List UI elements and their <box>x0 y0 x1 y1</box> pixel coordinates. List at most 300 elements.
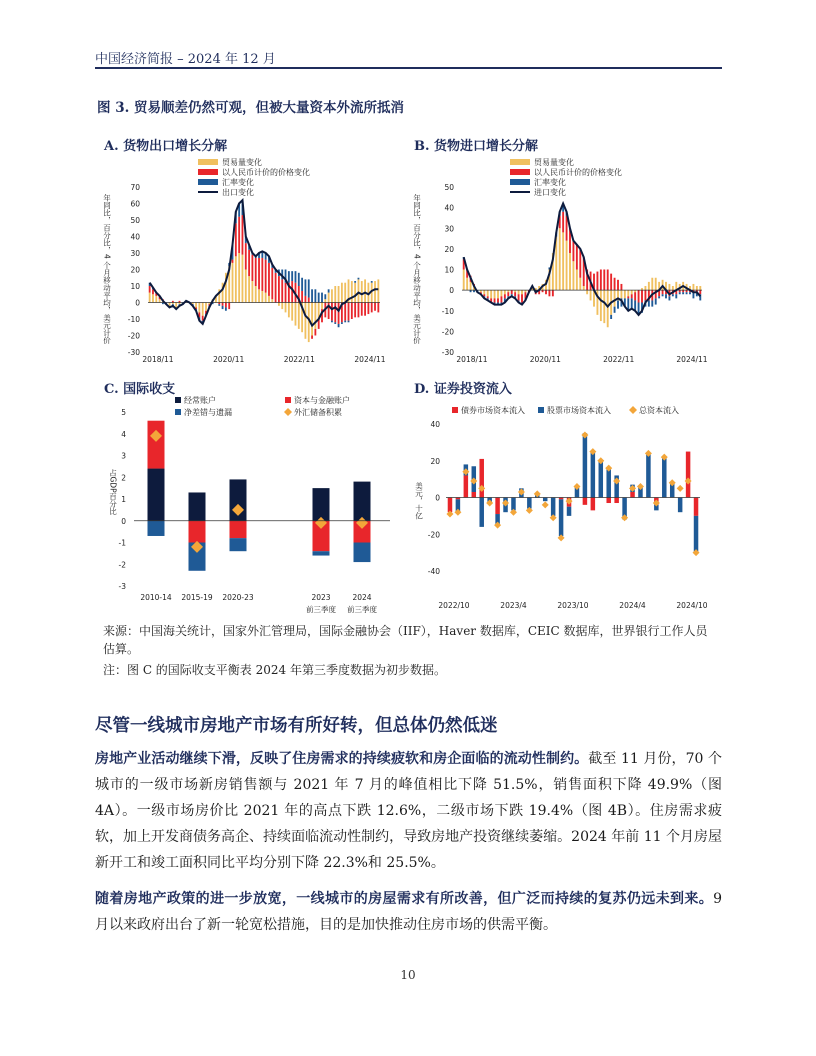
total-inflow-marker <box>581 432 588 439</box>
x-tick-label: 2020-23 <box>222 593 254 602</box>
bar-volume <box>500 290 502 296</box>
bar-fx <box>679 292 681 294</box>
bar-fx <box>358 278 360 280</box>
bar-volume <box>648 282 650 290</box>
paragraph-2-lead: 随着房地产政策的进一步放宽，一线城市的房屋需求有所改善，但广泛而持续的复苏仍远未到来。 <box>95 891 714 907</box>
bar-fx <box>341 322 343 324</box>
bar-fx <box>225 307 227 310</box>
bar-fx <box>686 292 688 294</box>
total-inflow-marker <box>446 511 453 518</box>
bar-errors-omissions <box>354 543 371 563</box>
total-inflow-marker <box>502 500 509 507</box>
legend-label: 股票市场资本流入 <box>547 406 611 415</box>
panel-d <box>410 374 720 619</box>
bar-price <box>367 303 369 315</box>
bar-volume <box>324 299 326 302</box>
bar-price <box>265 260 267 293</box>
bar-volume <box>268 296 270 303</box>
bar-bonds <box>694 498 699 516</box>
bar-volume <box>334 286 336 303</box>
bar-volume <box>586 290 588 294</box>
bar-fx <box>305 279 307 296</box>
bar-price <box>331 303 333 321</box>
y-tick-label: 40 <box>130 232 140 242</box>
figure-title: 图 3. 贸易顺差仍然可观，但被大量资本外流所抵消 <box>97 100 404 116</box>
bar-price <box>620 284 622 290</box>
bar-fx <box>665 294 667 298</box>
bar-price <box>225 303 227 308</box>
y-tick-label: 0 <box>135 298 140 308</box>
paragraph-2-body: 9 月以来政府出台了新一轮宽松措施，目的是加快推动住房市场的供需平衡。 <box>95 891 722 933</box>
bar-fx <box>610 315 612 319</box>
bar-fx <box>334 322 336 324</box>
bar-volume <box>255 286 257 303</box>
bar-volume <box>572 261 574 290</box>
y-tick-label: 20 <box>430 456 440 466</box>
bar-volume <box>235 256 237 302</box>
bar-price <box>614 278 616 290</box>
x-tick-label: 2024 <box>352 593 372 602</box>
legend-label: 以人民币计价的价格变化 <box>534 168 622 177</box>
y-tick-label: 30 <box>130 249 140 258</box>
legend-label: 汇率变化 <box>534 178 566 187</box>
y-tick-label: 10 <box>444 265 454 275</box>
bar-errors-omissions <box>230 538 247 551</box>
bar-volume <box>361 281 363 302</box>
bar-price <box>271 268 273 299</box>
bar-errors-omissions <box>313 551 330 555</box>
x-tick-label: 2024/10 <box>676 601 708 610</box>
y-axis-label: 年同比，百分比，4 个月移动平均，美元计价 <box>102 194 112 344</box>
bar-volume <box>579 278 581 290</box>
export-growth-chart <box>100 132 400 372</box>
bar-price <box>308 298 310 303</box>
bar-price <box>644 290 646 300</box>
bar-fx <box>301 278 303 291</box>
bar-volume <box>583 286 585 290</box>
y-tick-label: -3 <box>118 582 126 591</box>
legend-label: 经常账户 <box>184 396 216 405</box>
bar-volume <box>566 241 568 291</box>
bar-volume <box>278 303 280 306</box>
total-inflow-marker <box>613 477 620 484</box>
bar-price <box>662 290 664 294</box>
bar-price <box>596 272 598 291</box>
total-inflow-marker <box>629 485 636 492</box>
y-tick-label: 70 <box>130 183 140 192</box>
bar-price <box>358 303 360 318</box>
bar-bonds <box>495 498 500 515</box>
bar-volume <box>281 303 283 310</box>
bar-price <box>507 292 509 296</box>
bar-price <box>348 303 350 321</box>
y-tick-label: 20 <box>444 244 454 254</box>
bar-volume <box>590 290 592 300</box>
bar-volume <box>504 290 506 294</box>
bar-volume <box>374 281 376 302</box>
bar-fx <box>291 271 293 281</box>
panel-c <box>100 374 400 619</box>
bar-fx <box>311 289 313 302</box>
y-axis-label: 占GDP百分比 <box>108 469 118 516</box>
x-tick-label: 2022/11 <box>283 355 315 364</box>
bar-volume <box>341 283 343 303</box>
total-change-line <box>150 200 379 325</box>
bar-price <box>603 270 605 291</box>
bar-fx <box>651 300 653 306</box>
total-inflow-marker <box>470 477 477 484</box>
bar-fx <box>348 321 350 323</box>
bar-fx <box>617 300 619 308</box>
bar-price <box>377 303 379 313</box>
total-inflow-marker <box>486 500 493 507</box>
bar-bonds <box>591 498 596 511</box>
total-inflow-marker <box>605 465 612 472</box>
bar-price <box>610 274 612 291</box>
bar-price <box>600 270 602 291</box>
bar-stocks <box>591 452 596 498</box>
bar-volume <box>696 286 698 290</box>
y-tick-label: 20 <box>130 265 140 275</box>
bar-volume <box>463 270 465 291</box>
bar-volume <box>265 293 267 303</box>
bar-bonds <box>472 492 477 498</box>
y-tick-label: -2 <box>118 560 126 570</box>
bar-price <box>248 250 250 276</box>
bar-fx <box>668 296 670 300</box>
y-tick-label: 4 <box>121 429 126 439</box>
bar-price <box>371 303 373 313</box>
bar-fx <box>338 324 340 327</box>
bar-price <box>638 290 640 302</box>
x-tick-label: 2023/10 <box>557 601 589 610</box>
bar-volume <box>607 290 609 327</box>
bar-volume <box>354 283 356 303</box>
panel-b-title: B. 货物进口增长分解 <box>414 139 539 154</box>
x-tick-label: 2022/10 <box>438 601 470 610</box>
bar-volume <box>331 289 333 302</box>
bar-bonds <box>583 498 588 505</box>
bar-fx <box>295 271 297 283</box>
bar-volume <box>328 293 330 303</box>
bar-bonds <box>614 498 619 504</box>
bar-price <box>627 296 629 298</box>
y-tick-label: 0 <box>435 493 440 503</box>
bar-volume <box>494 290 496 298</box>
x-tick-label: 2024/11 <box>354 355 386 364</box>
total-inflow-marker <box>558 534 565 541</box>
y-tick-label: -20 <box>441 327 454 337</box>
bar-current-account <box>189 492 206 520</box>
bar-price <box>617 280 619 290</box>
bar-volume <box>576 270 578 291</box>
legend-swatch <box>175 409 181 415</box>
x-tick-label: 2018/11 <box>142 355 174 364</box>
bar-volume <box>497 290 499 298</box>
bar-fx <box>222 306 224 309</box>
bar-volume <box>311 303 313 336</box>
y-tick-label: -40 <box>427 567 440 576</box>
portfolio-inflows-chart <box>410 374 720 619</box>
x-tick-label: 前三季度 <box>347 605 377 614</box>
legend-swatch <box>452 407 458 413</box>
x-tick-label: 2024/4 <box>619 601 646 610</box>
bar-fx <box>662 294 664 296</box>
bar-volume <box>627 290 629 296</box>
bar-price <box>222 303 224 306</box>
bar-price <box>149 286 151 293</box>
bar-price <box>631 294 633 298</box>
bar-errors-omissions <box>148 521 165 536</box>
bar-volume <box>470 282 472 290</box>
bar-stocks <box>599 461 604 498</box>
bar-price <box>374 303 376 311</box>
legend-label: 贸易量变化 <box>222 158 262 167</box>
bar-volume <box>258 289 260 302</box>
x-tick-label: 2020/11 <box>529 355 561 364</box>
bar-volume <box>314 303 316 329</box>
bar-volume <box>159 299 161 302</box>
bar-capital-financial <box>230 521 247 538</box>
y-tick-label: 0 <box>121 516 126 526</box>
y-tick-label: -1 <box>118 538 126 548</box>
total-inflow-marker <box>454 509 461 516</box>
bar-volume <box>600 290 602 321</box>
bar-fx <box>344 321 346 323</box>
bar-price <box>607 270 609 291</box>
bar-price <box>576 245 578 270</box>
y-axis-label: 美元，十亿 <box>414 482 424 520</box>
bar-price <box>487 296 489 298</box>
x-tick-label: 2023 <box>311 593 331 602</box>
bar-volume <box>631 290 633 294</box>
bar-volume <box>351 281 353 302</box>
bar-stocks <box>678 498 683 513</box>
bar-price <box>518 294 520 300</box>
bar-price <box>255 258 257 286</box>
legend-swatch <box>198 159 218 165</box>
y-tick-label: -10 <box>127 315 140 324</box>
legend-label: 贸易量变化 <box>534 158 574 167</box>
y-tick-label: 5 <box>121 408 126 417</box>
y-tick-label: -30 <box>441 348 454 357</box>
bar-price <box>354 303 356 318</box>
bar-volume <box>248 276 250 302</box>
legend-swatch <box>629 406 637 414</box>
legend-swatch <box>510 179 530 185</box>
bar-price <box>305 296 307 303</box>
panel-c-title: C. 国际收支 <box>104 382 176 397</box>
bar-volume <box>288 303 290 318</box>
legend-label: 以人民币计价的价格变化 <box>222 168 310 177</box>
bar-fx <box>298 273 300 286</box>
bar-volume <box>358 279 360 302</box>
y-tick-label: 40 <box>430 420 440 429</box>
bar-bonds <box>606 498 611 504</box>
legend-swatch <box>284 408 292 416</box>
bar-capital-financial <box>189 521 206 543</box>
y-tick-label: 50 <box>444 183 454 192</box>
bar-price <box>364 303 366 316</box>
bar-volume <box>487 290 489 296</box>
bar-fx <box>371 281 373 283</box>
bar-price <box>699 290 701 294</box>
bar-price <box>497 298 499 302</box>
y-tick-label: 1 <box>121 495 126 504</box>
bar-price <box>500 296 502 302</box>
x-tick-label: 2022/11 <box>603 355 635 364</box>
bar-volume <box>562 232 564 290</box>
bar-price <box>232 260 234 263</box>
bar-volume <box>569 253 571 290</box>
paragraph-1-body: 截至 11 月份，70 个城市的一级市场新房销售额与 2021 年 7 月的峰值相比下降 51.5%，销售面积下降 49.9%（图 4A）。一级市场房价比 2021 年的高点下跌 12.6%，二级市场下跌 19.4%（图 4B）。住房需求疲软，加上开发商债务高企、持续面临流动性制约，导致房地产投资继续萎缩。2024 年前 11 个月房屋新开工和竣工面积同比平均分别下降 22.3%和 25.5%。 <box>95 751 723 871</box>
bar-fx <box>321 293 323 303</box>
bar-price <box>314 329 316 336</box>
total-inflow-marker <box>637 483 644 490</box>
y-tick-label: -30 <box>127 348 140 357</box>
bar-price <box>275 273 277 303</box>
bar-price <box>579 249 581 278</box>
bar-fx <box>614 307 616 313</box>
bar-stocks <box>583 433 588 497</box>
bar-volume <box>271 299 273 302</box>
bar-volume <box>651 278 653 290</box>
legend-label: 出口变化 <box>222 188 254 197</box>
bar-volume <box>490 290 492 298</box>
bar-fx <box>288 271 290 283</box>
report-header: 中国经济简报 – 2024 年 12 月 <box>95 52 276 67</box>
x-tick-label: 2010-14 <box>140 593 172 602</box>
bar-volume <box>344 283 346 303</box>
panel-b <box>410 132 720 372</box>
bar-fx <box>682 292 684 294</box>
bar-current-account <box>354 482 371 521</box>
bar-stocks <box>646 453 651 497</box>
x-tick-label: 2020/11 <box>213 355 245 364</box>
total-change-line <box>464 204 701 315</box>
legend-label: 债券市场资本流入 <box>461 406 525 415</box>
bar-volume <box>295 303 297 326</box>
panel-d-title: D. 证券投资流入 <box>414 382 512 397</box>
bar-volume <box>668 284 670 290</box>
paragraph-1-lead: 房地产业活动继续下滑，反映了住房需求的持续疲软和房企面临的流动性制约。 <box>95 751 589 767</box>
bar-volume <box>152 294 154 302</box>
legend-label: 外汇储备积累 <box>294 408 342 417</box>
bar-volume <box>198 303 200 313</box>
y-tick-label: -10 <box>441 306 454 316</box>
total-inflow-marker <box>542 501 549 508</box>
total-inflow-marker <box>550 514 557 521</box>
total-inflow-marker <box>669 479 676 486</box>
bar-price <box>494 298 496 302</box>
bar-fx <box>308 279 310 297</box>
bar-stocks <box>559 499 564 536</box>
bar-stocks <box>543 498 548 502</box>
legend-label: 汇率变化 <box>222 178 254 187</box>
bar-fx <box>634 300 636 310</box>
bar-volume <box>483 290 485 294</box>
figure-note: 注：图 C 的国际收支平衡表 2024 年第三季度数据为初步数据。 <box>103 663 446 677</box>
bar-volume <box>242 255 244 303</box>
bar-volume <box>466 278 468 290</box>
bar-volume <box>205 303 207 311</box>
bar-volume <box>364 279 366 302</box>
bar-stocks <box>479 498 484 527</box>
balance-of-payments-chart <box>100 374 400 619</box>
y-tick-label: -20 <box>427 530 440 540</box>
legend-swatch <box>198 169 218 175</box>
bar-price <box>285 283 287 303</box>
bar-fx <box>672 294 674 296</box>
bar-bonds <box>686 452 691 498</box>
bar-stocks <box>694 516 699 553</box>
legend-swatch <box>285 397 291 403</box>
x-tick-label: 2024/11 <box>676 355 708 364</box>
bar-volume <box>521 290 523 294</box>
bar-price <box>545 290 547 294</box>
bar-stocks <box>511 498 516 511</box>
x-tick-label: 2023/4 <box>500 601 527 610</box>
bar-price <box>514 292 516 296</box>
bar-volume <box>232 263 234 303</box>
bar-fx <box>318 293 320 303</box>
total-inflow-marker <box>573 483 580 490</box>
bar-current-account <box>313 488 330 521</box>
bar-price <box>361 303 363 316</box>
bar-volume <box>644 286 646 290</box>
bar-price <box>504 294 506 298</box>
bar-volume <box>321 303 323 310</box>
bar-capital-financial <box>148 421 165 469</box>
x-tick-label: 2018/11 <box>456 355 488 364</box>
bar-volume <box>175 303 177 308</box>
y-tick-label: -20 <box>127 331 140 341</box>
bar-price <box>251 255 253 281</box>
bar-price <box>548 290 550 296</box>
total-inflow-marker <box>526 507 533 514</box>
total-inflow-marker <box>645 450 652 457</box>
total-inflow-marker <box>494 522 501 529</box>
figure-source: 来源：中国海关统计，国家外汇管理局，国际金融协会（IIF），Haver 数据库，CEIC 数据库，世界银行工作人员估算。 <box>103 624 708 656</box>
bar-volume <box>338 286 340 303</box>
y-axis-label: 年同比，百分比，4 个月移动平均，美元计价 <box>412 194 422 344</box>
total-inflow-marker <box>589 448 596 455</box>
bar-price <box>521 294 523 302</box>
bar-volume <box>305 303 307 339</box>
bar-price <box>334 303 336 323</box>
bar-fx <box>328 289 330 292</box>
bar-volume <box>155 296 157 303</box>
total-inflow-marker <box>518 488 525 495</box>
bar-volume <box>699 286 701 290</box>
bar-fx <box>324 294 326 299</box>
total-inflow-marker <box>566 498 573 505</box>
y-tick-label: 2 <box>121 473 126 483</box>
y-tick-label: 60 <box>130 199 140 209</box>
legend-swatch <box>510 159 530 165</box>
bar-fx <box>331 321 333 323</box>
y-tick-label: 50 <box>130 216 140 225</box>
total-inflow-marker <box>653 500 660 507</box>
bar-volume <box>377 279 379 302</box>
bar-stocks <box>662 457 667 497</box>
bar-price <box>562 212 564 233</box>
bar-bonds <box>464 475 469 497</box>
legend-label: 总资本流入 <box>639 406 679 415</box>
bar-volume <box>238 253 240 303</box>
legend-label: 资本与金融账户 <box>294 396 350 405</box>
legend-swatch <box>175 397 181 403</box>
